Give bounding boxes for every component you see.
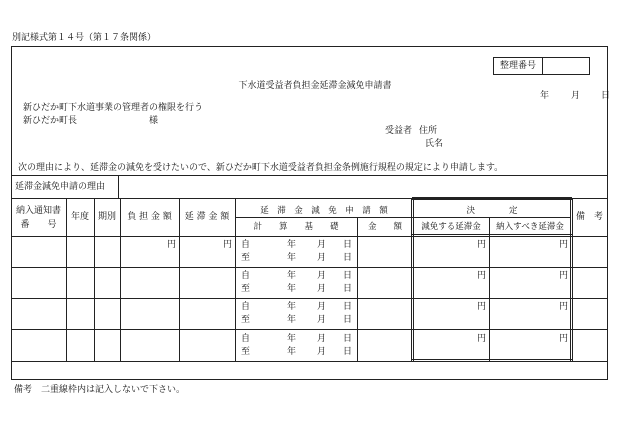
col-divider-3 — [120, 198, 121, 361]
row-divider-1 — [11, 267, 413, 268]
col-divider-1 — [66, 198, 67, 361]
header-bottom-border-remarks — [571, 236, 608, 237]
row2-to-line: 至 年 月 日 — [241, 284, 353, 294]
reference-number-field[interactable] — [543, 58, 589, 74]
reference-number-box — [493, 57, 590, 75]
date-month-unit: 月 — [571, 91, 581, 101]
reason-label: 延滞金減免申請の理由 — [15, 181, 106, 192]
row4-payable-yen: 円 — [558, 333, 568, 344]
col-divider-2 — [94, 198, 95, 361]
row-divider-2-remarks — [571, 298, 608, 299]
reason-field[interactable] — [121, 177, 605, 197]
date-line — [540, 92, 610, 101]
reason-label-divider — [118, 175, 119, 198]
row1-burden-yen: 円 — [166, 239, 176, 250]
row3-exempt-yen: 円 — [476, 301, 486, 312]
header-reduction-request: 延 滞 金 減 免 申 請 額 — [260, 205, 388, 216]
row-divider-1-decision — [413, 267, 571, 268]
reference-number-label: 整理番号 — [494, 58, 543, 74]
row-divider-3 — [11, 329, 413, 330]
row3-payable-yen: 円 — [558, 301, 568, 312]
addressee-name: 新ひだか町長 — [23, 116, 78, 126]
header-burden-amount: 負 担 金 額 — [127, 211, 172, 222]
header-calc-basis: 計 算 基 礎 — [253, 221, 339, 232]
header-subdivider-decision — [413, 217, 571, 218]
row-divider-1-remarks — [571, 267, 608, 268]
header-fiscal-year: 年度 — [70, 211, 89, 222]
header-remarks: 備 考 — [575, 211, 603, 222]
col-divider-5 — [235, 198, 236, 361]
row3-to-line: 至 年 月 日 — [241, 315, 353, 325]
addressee-line-2 — [23, 117, 158, 126]
header-subdivider-reduction — [235, 217, 413, 218]
table-bottom-border — [11, 361, 413, 362]
applicant-address-label: 住所 — [419, 126, 438, 136]
applicant-role: 受益者 — [385, 126, 413, 136]
decision-frame-bottom — [412, 359, 572, 362]
header-installment: 期別 — [97, 211, 116, 222]
row1-to-line: 至 年 月 日 — [241, 253, 353, 263]
date-day-unit: 日 — [601, 91, 611, 101]
row1-exempt-yen: 円 — [476, 239, 486, 250]
row3-from-line: 自 年 月 日 — [241, 302, 353, 312]
row1-payable-yen: 円 — [558, 239, 568, 250]
document-title: 下水道受益者負担金延滞金減免申請書 — [238, 81, 392, 91]
application-statement: 次の理由により、延滞金の減免を受けたいので、新ひだか町下水道受益者負担金条例施行規程の規定により申請します。 — [18, 163, 504, 173]
form-number-label: 別記様式第１４号（第１７条関係） — [12, 33, 157, 43]
row-divider-2 — [11, 298, 413, 299]
table-bottom-border-remarks — [571, 361, 608, 362]
header-decision: 決 定 — [466, 205, 518, 216]
header-notice-no-2: 番 号 — [20, 219, 57, 230]
row-divider-3-decision — [413, 329, 571, 330]
applicant-name-label: 氏名 — [425, 139, 444, 149]
row2-exempt-yen: 円 — [476, 270, 486, 281]
header-exempt-late-fee: 減免する延滞金 — [421, 221, 481, 232]
header-bottom-border — [11, 236, 413, 237]
header-notice-no-1: 納入通知書 — [15, 205, 61, 216]
header-late-fee-amount: 延 滞 金 額 — [184, 211, 230, 222]
row4-to-line: 至 年 月 日 — [241, 347, 353, 357]
row2-payable-yen: 円 — [558, 270, 568, 281]
row2-from-line: 自 年 月 日 — [241, 271, 353, 281]
row-divider-2-decision — [413, 298, 571, 299]
footer-note: 備考 二重線枠内は記入しないで下さい。 — [14, 385, 186, 395]
row-divider-3-remarks — [571, 329, 608, 330]
addressee-honorific: 様 — [149, 116, 159, 126]
addressee-line-1: 新ひだか町下水道事業の管理者の権限を行う — [23, 103, 204, 113]
row1-late-fee-yen: 円 — [222, 239, 232, 250]
row4-from-line: 自 年 月 日 — [241, 334, 353, 344]
header-amount: 金 額 — [367, 221, 402, 232]
applicant-address-line — [385, 127, 437, 136]
decision-frame-top — [412, 197, 572, 200]
row4-exempt-yen: 円 — [476, 333, 486, 344]
col-divider-6 — [357, 217, 358, 361]
decision-frame-header-bottom — [412, 234, 572, 237]
date-year-unit: 年 — [540, 91, 550, 101]
row1-from-line: 自 年 月 日 — [241, 240, 353, 250]
header-payable-late-fee: 納入すべき延滞金 — [496, 221, 564, 232]
col-divider-4 — [179, 198, 180, 361]
